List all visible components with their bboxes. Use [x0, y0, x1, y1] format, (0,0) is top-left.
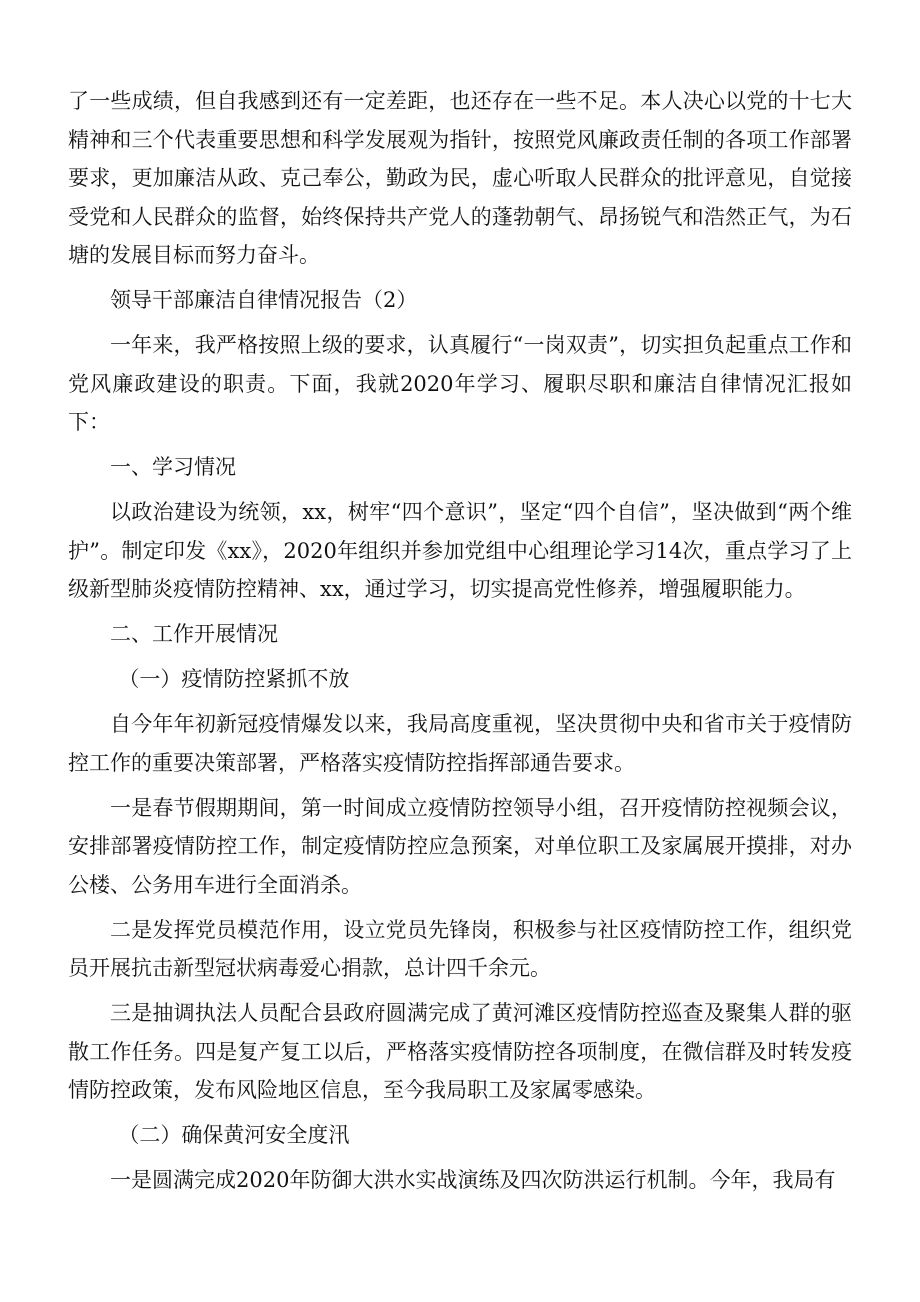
section-heading-work: 二、工作开展情况: [110, 622, 278, 646]
paragraph-intro: 一年来，我严格按照上级的要求，认真履行“一岗双责”，切实担负起重点工作和党风廉政建设的职责。下面，我就2020年学习、履职尽职和廉洁自律情况汇报如下：: [68, 333, 852, 434]
paragraph-epidemic-overview: 自今年年初新冠疫情爆发以来，我局高度重视，坚决贯彻中央和省市关于疫情防控工作的重要决策部署，严格落实疫情防控指挥部通告要求。: [68, 712, 852, 775]
paragraph-epidemic-point-3-4: 三是抽调执法人员配合县政府圆满完成了黄河滩区疫情防控巡查及聚集人群的驱散工作任务。四是复产复工以后，严格落实疫情防控各项制度，在微信群及时转发疫情防控政策，发布风险地区信息，至今我局职工及家属零感染。: [68, 1001, 852, 1102]
document-body: [68, 82, 852, 1206]
paragraph-epidemic-point-1: 一是春节假期期间，第一时间成立疫情防控领导小组，召开疫情防控视频会议，安排部署疫情防控工作，制定疫情防控应急预案，对单位职工及家属展开摸排，对办公楼、公务用车进行全面消杀。: [68, 795, 852, 897]
paragraph-epidemic-point-2: 二是发挥党员模范作用，设立党员先锋岗，积极参与社区疫情防控工作，组织党员开展抗击新型冠状病毒爱心捐款，总计四千余元。: [68, 917, 852, 980]
paragraph-study: 以政治建设为统领，xx，树牢“四个意识”，坚定“四个自信”，坚决做到“两个维护”。制定印发《xx》，2020年组织并参加党组中心组理论学习14次，重点学习了上级新型肺炎疫情防控精神、xx，通过学习，切实提高党性修养，增强履职能力。: [68, 500, 852, 601]
section-heading-study: 一、学习情况: [110, 455, 236, 479]
subsection-heading-epidemic: （一）疫情防控紧抓不放: [118, 667, 350, 691]
subsection-heading-flood: （二）确保黄河安全度汛: [118, 1123, 350, 1147]
paragraph-flood-point-1: 一是圆满完成2020年防御大洪水实战演练及四次防洪运行机制。今年，我局有: [110, 1168, 836, 1192]
paragraph-continued-conclusion: 了一些成绩，但自我感到还有一定差距，也还存在一些不足。本人决心以党的十七大精神和三个代表重要思想和科学发展观为指针，按照党风廉政责任制的各项工作部署要求，更加廉洁从政、克己奉公，勤政为民，虚心听取人民群众的批评意见，自觉接受党和人民群众的监督，始终保持共产党人的蓬勃朝气、昂扬锐气和浩然正气，为石塘的发展目标而努力奋斗。: [68, 89, 852, 267]
report-title: 领导干部廉洁自律情况报告（2）: [110, 288, 418, 312]
